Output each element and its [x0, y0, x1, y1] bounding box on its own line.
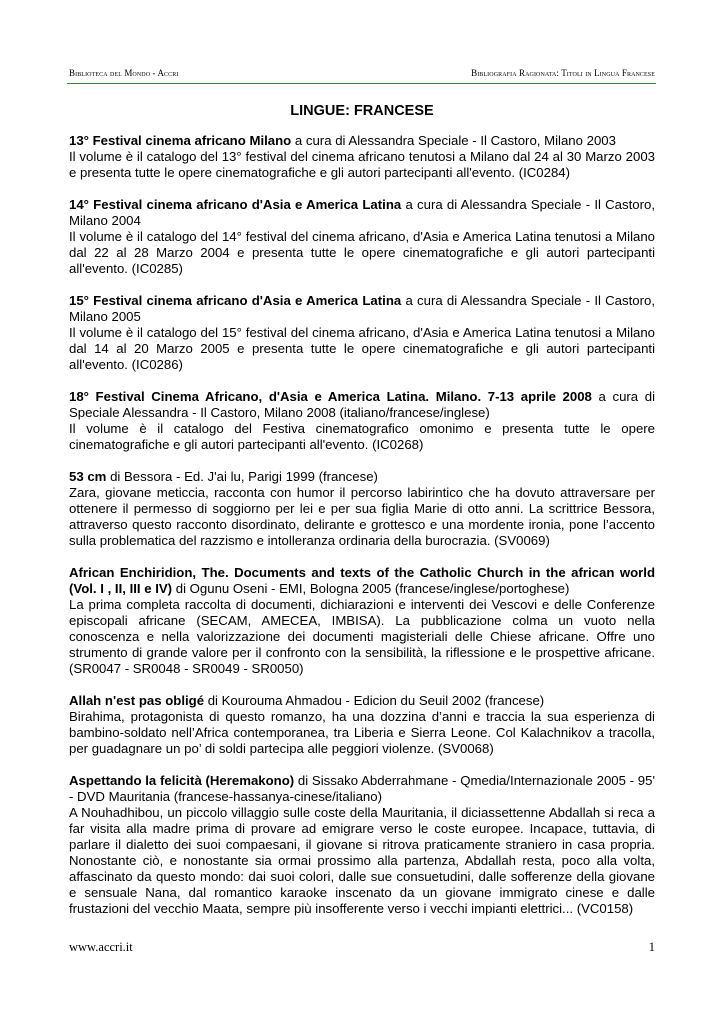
entry-description: Zara, giovane meticcia, racconta con humor il percorso labirintico che ha dovuto attraversare per ottenere il permesso di soggiorno per lei e per sua figlia Marie di otto anni. La scrittrice Bessora, attraverso questo racconto disordinato, delirante e grottesco e una mordente ironia, pone l’accento sulla problematica del razzismo e intolleranza ordinaria della burocrazia. (SV0069)	[69, 485, 655, 548]
bibliography-entry	[69, 693, 655, 757]
entry-title: 13° Festival cinema africano Milano	[69, 133, 292, 148]
running-header-left	[69, 68, 178, 78]
entry-meta: di Kourouma Ahmadou - Edicion du Seuil 2002 (francese)	[204, 693, 545, 708]
entry-meta: a cura di Alessandra Speciale - Il Castoro, Milano 2005	[69, 293, 655, 324]
entry-description: Birahima, protagonista di questo romanzo, ha una dozzina d’anni e traccia la sua esperienza di bambino-soldato nell’Africa contemporanea, tra Liberia e Sierra Leone. Col Kalachnikov a tracolla, per guadagnare un po’ di soldi partecipa alle peggiori violenze. (SV0068)	[69, 709, 655, 756]
entry-meta: di Bessora - Ed. J'ai lu, Parigi 1999 (francese)	[106, 469, 378, 484]
bibliography-entry	[69, 773, 655, 917]
entry-title: Aspettando la felicità (Heremakono)	[69, 773, 295, 788]
entry-title: 14° Festival cinema africano d'Asia e America Latina	[69, 197, 402, 212]
entry-meta: di Sissako Abderrahmane - Qmedia/Internazionale 2005 - 95' - DVD Mauritania (francese-hassanya-cinese/italiano)	[69, 773, 655, 804]
entry-meta: di Ogunu Oseni - EMI, Bologna 2005 (francese/inglese/portoghese)	[172, 581, 570, 596]
entry-title: 18° Festival Cinema Africano, d'Asia e America Latina. Milano. 7-13 aprile 2008	[69, 389, 592, 404]
running-header-right	[471, 68, 655, 78]
page-number: 1	[648, 940, 655, 954]
entry-description: La prima completa raccolta di documenti, dichiarazioni e interventi dei Vescovi e delle Conferenze episcopali africane (SECAM, AMECEA, IMBISA). La pubblicazione colma un vuoto nella conoscenza e nella valorizzazione dei documenti magisteriali delle Chiese africane. Offre uno strumento di grande valore per il confronto con la sensibilità, la riflessione e le prospettive africane. (SR0047 - SR0048 - SR0049 - SR0050)	[69, 597, 655, 676]
entry-description: Il volume è il catalogo del Festiva cinematografico omonimo e presenta tutte le opere cinematografiche e gli autori partecipanti all'evento. (IC0268)	[69, 421, 655, 452]
entry-description: Il volume è il catalogo del 13° festival del cinema africano tenutosi a Milano dal 24 al 30 Marzo 2003 e presenta tutte le opere cinematografiche e gli autori partecipanti all'evento. (IC0284)	[69, 149, 655, 180]
page-title: LINGUE: FRANCESE	[290, 103, 434, 119]
footer-website: www.accri.it	[69, 940, 133, 954]
bibliography-entry	[69, 133, 655, 181]
bibliography-list	[69, 133, 655, 933]
bibliography-entry	[69, 293, 655, 373]
bibliography-entry	[69, 565, 655, 677]
entry-description: A Nouhadhibou, un piccolo villaggio sulle coste della Mauritania, il diciassettenne Abdallah si reca a far visita alla madre prima di provare ad emigrare verso le coste europee. Incapace, tuttavia, di parlare il dialetto dei suoi compaesani, il giovane si ritrova praticamente straniero in casa propria. Nonostante ciò, e nonostante sia ormai prossimo alla partenza, Abdallah resta, poco alla volta, affascinato da questo mondo: dai suoi colori, dalle sue consuetudini, dalle sofferenze della giovane e sensuale Nana, dal romantico karaoke inscenato da un giovane immigrato cinese e dalle frustazioni del vecchio Maata, sempre più insofferente verso i vecchi impianti elettrici... (VC0158)	[69, 805, 655, 916]
entry-description: Il volume è il catalogo del 15° festival del cinema africano, d'Asia e America Latina tenutosi a Milano dal 14 al 20 Marzo 2005 e presenta tutte le opere cinematografiche e gli autori partecipanti all'evento. (IC0286)	[69, 325, 655, 372]
header-rule	[67, 83, 656, 84]
entry-meta: a cura di Alessandra Speciale - Il Castoro, Milano 2003	[291, 133, 616, 148]
bibliography-entry	[69, 197, 655, 277]
entry-title: Allah n'est pas obligé	[69, 693, 205, 708]
bibliography-entry	[69, 469, 655, 549]
entry-title: African Enchiridion, The. Documents and texts of the Catholic Church in the african world (Vol. I , II, III e IV)	[69, 565, 655, 596]
header-right-text: Bibliografia Ragionata: Titoli in Lingua Francese	[471, 68, 655, 78]
entry-meta: a cura di Speciale Alessandra - Il Castoro, Milano 2008 (italiano/francese/inglese)	[69, 389, 656, 420]
entry-description: Il volume è il catalogo del 14° festival del cinema africano, d'Asia e America Latina tenutosi a Milano dal 22 al 28 Marzo 2004 e presenta tutte le opere cinematografiche e gli autori partecipanti all'evento. (IC0285)	[69, 229, 655, 276]
entry-title: 53 cm	[69, 469, 107, 484]
entry-meta: a cura di Alessandra Speciale - Il Castoro, Milano 2004	[69, 197, 655, 228]
header-left-text: Biblioteca del Mondo - Accri	[69, 68, 179, 78]
bibliography-entry	[69, 389, 655, 453]
entry-title: 15° Festival cinema africano d'Asia e America Latina	[69, 293, 402, 308]
